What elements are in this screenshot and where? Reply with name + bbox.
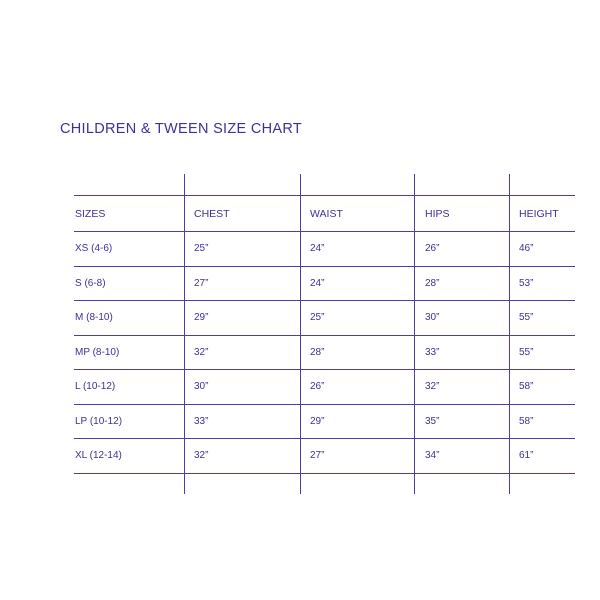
height-cell: 58”: [519, 416, 534, 427]
header-sizes: SIZES: [75, 208, 106, 220]
column-rule: [414, 174, 415, 494]
chest-cell: 25”: [194, 243, 209, 254]
height-cell: 46”: [519, 243, 534, 254]
column-rule: [509, 174, 510, 494]
waist-cell: 24”: [310, 243, 325, 254]
table-rule: [74, 473, 575, 474]
height-cell: 58”: [519, 381, 534, 392]
hips-cell: 28”: [425, 278, 440, 289]
waist-cell: 25”: [310, 312, 325, 323]
chest-cell: 32”: [194, 347, 209, 358]
table-rule: [74, 266, 575, 267]
header-waist: WAIST: [310, 208, 343, 220]
chest-cell: 29”: [194, 312, 209, 323]
waist-cell: 26”: [310, 381, 325, 392]
size-cell: L (10-12): [75, 381, 116, 392]
chest-cell: 32”: [194, 450, 209, 461]
hips-cell: 30”: [425, 312, 440, 323]
table-rule: [74, 438, 575, 439]
size-cell: LP (10-12): [75, 416, 123, 427]
height-cell: 55”: [519, 347, 534, 358]
size-cell: S (6-8): [75, 278, 106, 289]
height-cell: 55”: [519, 312, 534, 323]
height-cell: 53”: [519, 278, 534, 289]
header-height: HEIGHT: [519, 208, 559, 220]
height-cell: 61”: [519, 450, 534, 461]
table-rule: [74, 369, 575, 370]
hips-cell: 33”: [425, 347, 440, 358]
header-chest: CHEST: [194, 208, 230, 220]
waist-cell: 29”: [310, 416, 325, 427]
waist-cell: 28”: [310, 347, 325, 358]
header-hips: HIPS: [425, 208, 450, 220]
table-rule: [74, 404, 575, 405]
hips-cell: 34”: [425, 450, 440, 461]
waist-cell: 24”: [310, 278, 325, 289]
size-cell: XS (4-6): [75, 243, 113, 254]
page-title: CHILDREN & TWEEN SIZE CHART: [60, 121, 303, 137]
size-cell: MP (8-10): [75, 347, 120, 358]
size-cell: M (8-10): [75, 312, 113, 323]
table-rule: [74, 300, 575, 301]
waist-cell: 27”: [310, 450, 325, 461]
hips-cell: 32”: [425, 381, 440, 392]
size-cell: XL (12-14): [75, 450, 122, 461]
hips-cell: 26”: [425, 243, 440, 254]
column-rule: [184, 174, 185, 494]
hips-cell: 35”: [425, 416, 440, 427]
table-rule: [74, 195, 575, 196]
table-rule: [74, 231, 575, 232]
chest-cell: 33”: [194, 416, 209, 427]
column-rule: [300, 174, 301, 494]
chest-cell: 30”: [194, 381, 209, 392]
table-rule: [74, 335, 575, 336]
chest-cell: 27”: [194, 278, 209, 289]
